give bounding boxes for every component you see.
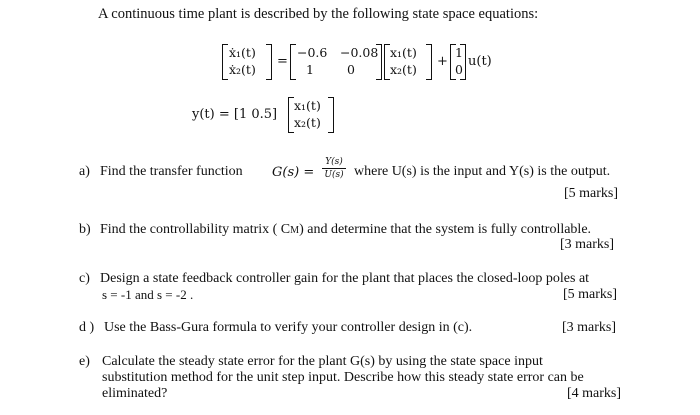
question-label: d ) bbox=[79, 320, 95, 335]
question-label: b) bbox=[79, 222, 91, 237]
intro-text: A continuous time plant is described by the following state space equations: bbox=[98, 6, 539, 22]
a21: 1 bbox=[306, 62, 314, 77]
question-line-2: substitution method for the unit step input. Describe how this steady state error can be bbox=[102, 370, 584, 385]
b2: 0 bbox=[455, 62, 463, 77]
transfer-function-lhs: G(s) = bbox=[272, 165, 315, 180]
transfer-function-fraction bbox=[322, 157, 346, 180]
question-text-part1: Find the controllability matrix ( C bbox=[100, 222, 291, 237]
question-text bbox=[100, 222, 591, 238]
marks: [3 marks] bbox=[560, 237, 615, 252]
y-x2: x₂(t) bbox=[294, 115, 321, 130]
question-line-1: Calculate the steady state error for the plant G(s) by using the state space input bbox=[102, 354, 543, 369]
question-text: Use the Bass-Gura formula to verify your controller design in (c). bbox=[104, 320, 473, 335]
a22: 0 bbox=[347, 62, 355, 77]
output-state-vector bbox=[288, 97, 334, 133]
question-line-2: s = -1 and s = -2 . bbox=[102, 287, 194, 302]
equals-sign: = bbox=[277, 54, 288, 69]
fraction-denominator: U(s) bbox=[324, 170, 344, 180]
b-vector bbox=[450, 44, 466, 80]
marks: [3 marks] bbox=[562, 320, 617, 335]
a11: −0.6 bbox=[297, 45, 328, 60]
state-derivative-vector bbox=[222, 44, 272, 80]
state-vector bbox=[384, 44, 432, 80]
question-text-post: where U(s) is the input and Y(s) is the output. bbox=[354, 164, 611, 179]
a12: −0.08 bbox=[340, 45, 379, 60]
x2: x₂(t) bbox=[390, 62, 417, 77]
output-lhs: y(t) = [1 0.5] bbox=[192, 107, 278, 122]
input-u: u(t) bbox=[468, 54, 492, 69]
marks: [5 marks] bbox=[563, 287, 618, 302]
a-matrix bbox=[290, 44, 382, 80]
x1: x₁(t) bbox=[390, 45, 417, 60]
subscript: M bbox=[290, 225, 300, 236]
question-line-1: Design a state feedback controller gain for the plant that places the closed-loop poles at bbox=[100, 271, 590, 286]
x2-dot: ẋ₂(t) bbox=[229, 62, 256, 77]
b1: 1 bbox=[455, 45, 463, 60]
plus-sign: + bbox=[437, 54, 448, 69]
question-label: e) bbox=[79, 354, 90, 369]
marks: [4 marks] bbox=[567, 386, 622, 401]
marks: [5 marks] bbox=[564, 186, 619, 201]
question-text-part2: ) and determine that the system is fully controllable. bbox=[299, 222, 592, 237]
fraction-numerator: Y(s) bbox=[325, 157, 343, 167]
x1-dot: ẋ₁(t) bbox=[229, 45, 256, 60]
question-line-3: eliminated? bbox=[102, 386, 168, 401]
question-label: a) bbox=[79, 164, 90, 179]
y-x1: x₁(t) bbox=[294, 98, 321, 113]
question-text: Find the transfer function bbox=[100, 164, 243, 179]
question-label: c) bbox=[79, 271, 90, 286]
